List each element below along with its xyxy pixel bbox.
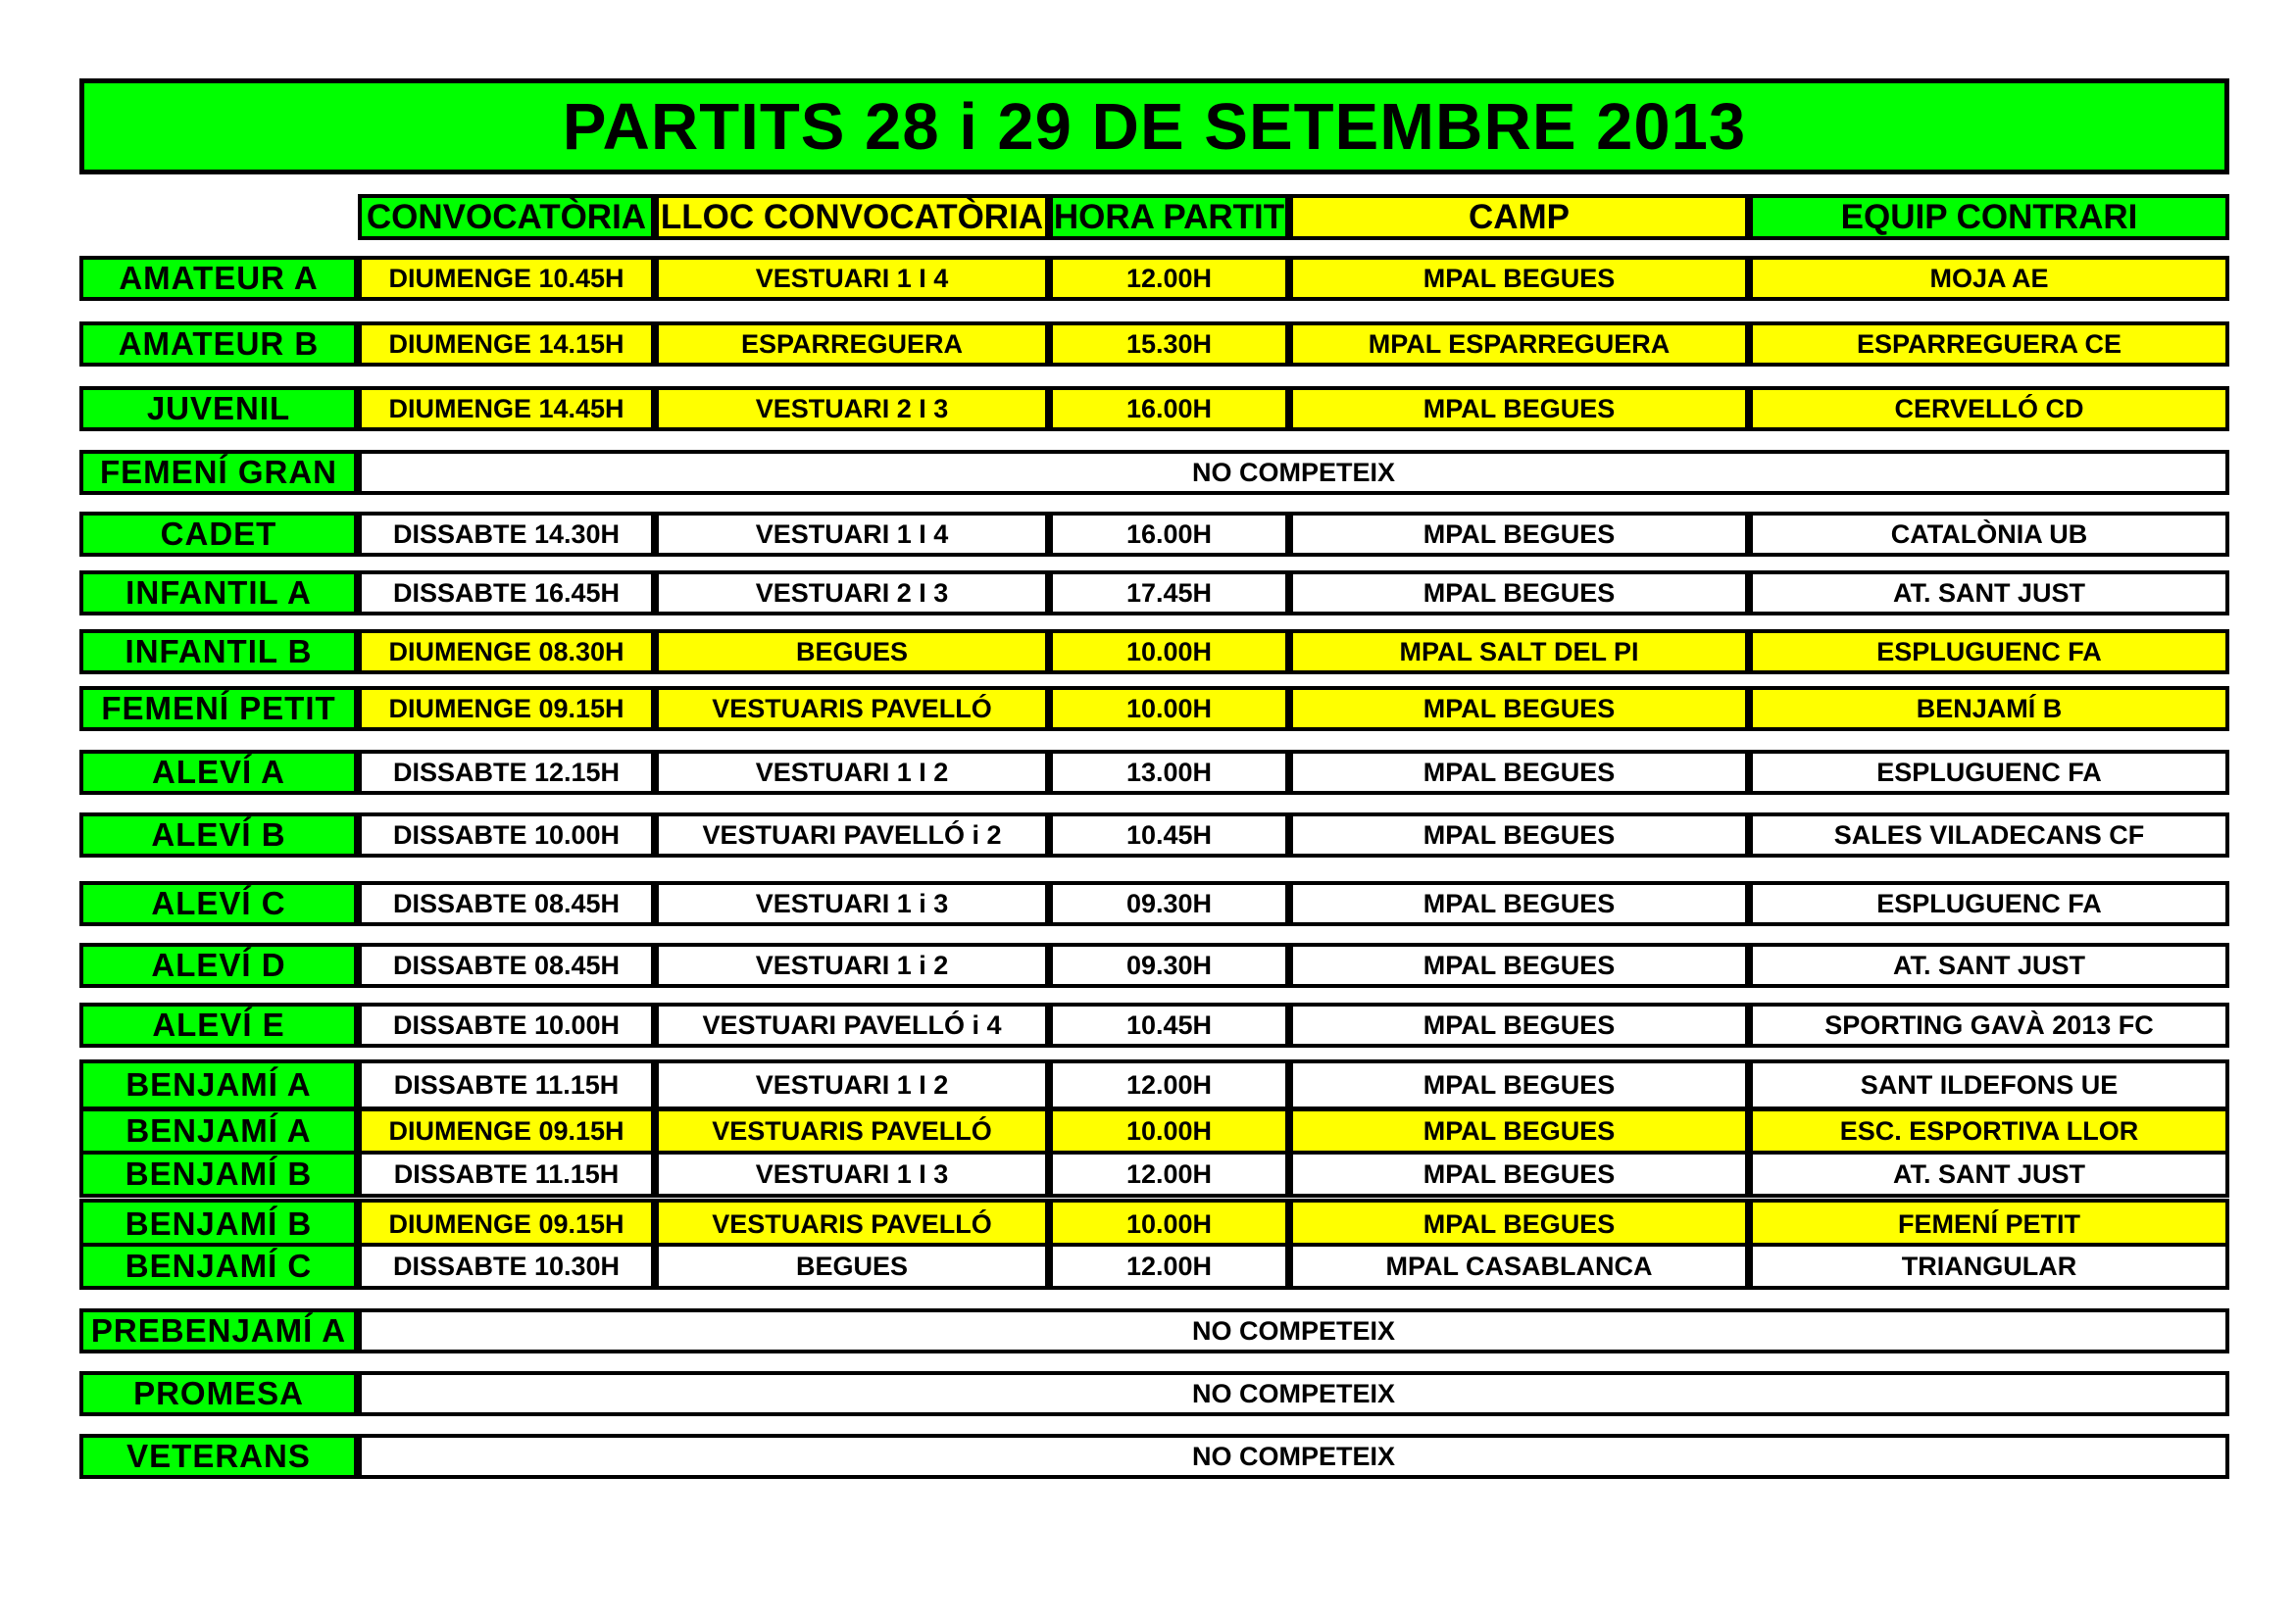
cell-camp: MPAL BEGUES xyxy=(1289,1151,1749,1198)
cell-camp: MPAL BEGUES xyxy=(1289,750,1749,795)
cell-equip-contrari: ESPARREGUERA CE xyxy=(1749,321,2229,367)
cell-convocatoria: DISSABTE 14.30H xyxy=(358,512,655,557)
column-header-camp: CAMP xyxy=(1289,194,1749,240)
team-label: VETERANS xyxy=(79,1434,358,1479)
team-label: ALEVÍ C xyxy=(79,881,358,926)
cell-equip-contrari: SANT ILDEFONS UE xyxy=(1749,1059,2229,1110)
cell-convocatoria: DISSABTE 10.00H xyxy=(358,1003,655,1048)
cell-convocatoria: DISSABTE 11.15H xyxy=(358,1151,655,1198)
cell-camp: MPAL SALT DEL PI xyxy=(1289,629,1749,674)
cell-camp: MPAL BEGUES xyxy=(1289,812,1749,858)
cell-hora-partit: 13.00H xyxy=(1049,750,1289,795)
cell-convocatoria: DIUMENGE 09.15H xyxy=(358,1199,655,1250)
cell-hora-partit: 10.00H xyxy=(1049,629,1289,674)
cell-equip-contrari: BENJAMÍ B xyxy=(1749,686,2229,731)
cell-convocatoria: DISSABTE 08.45H xyxy=(358,943,655,988)
no-compete-note: NO COMPETEIX xyxy=(358,1308,2229,1353)
cell-camp: MPAL BEGUES xyxy=(1289,881,1749,926)
column-header-convocatoria: CONVOCATÒRIA xyxy=(358,194,655,240)
cell-lloc-convocatoria: VESTUARI PAVELLÓ i 2 xyxy=(655,812,1049,858)
cell-equip-contrari: CERVELLÓ CD xyxy=(1749,386,2229,431)
cell-hora-partit: 10.00H xyxy=(1049,1199,1289,1250)
cell-equip-contrari: AT. SANT JUST xyxy=(1749,570,2229,615)
team-label: ALEVÍ B xyxy=(79,812,358,858)
team-label: BENJAMÍ C xyxy=(79,1243,358,1290)
cell-convocatoria: DIUMENGE 14.15H xyxy=(358,321,655,367)
cell-convocatoria: DISSABTE 11.15H xyxy=(358,1059,655,1110)
team-label: BENJAMÍ B xyxy=(79,1199,358,1250)
team-label: BENJAMÍ B xyxy=(79,1151,358,1198)
cell-lloc-convocatoria: ESPARREGUERA xyxy=(655,321,1049,367)
team-label: FEMENÍ PETIT xyxy=(79,686,358,731)
team-label: PREBENJAMÍ A xyxy=(79,1308,358,1353)
cell-equip-contrari: ESPLUGUENC FA xyxy=(1749,881,2229,926)
no-compete-note: NO COMPETEIX xyxy=(358,450,2229,495)
cell-camp: MPAL BEGUES xyxy=(1289,256,1749,301)
page-title: PARTITS 28 i 29 DE SETEMBRE 2013 xyxy=(79,78,2229,174)
cell-lloc-convocatoria: VESTUARIS PAVELLÓ xyxy=(655,1199,1049,1250)
cell-lloc-convocatoria: VESTUARI 1 i 3 xyxy=(655,881,1049,926)
cell-convocatoria: DIUMENGE 09.15H xyxy=(358,686,655,731)
cell-equip-contrari: FEMENÍ PETIT xyxy=(1749,1199,2229,1250)
cell-lloc-convocatoria: BEGUES xyxy=(655,1243,1049,1290)
team-label: PROMESA xyxy=(79,1371,358,1416)
cell-lloc-convocatoria: VESTUARI PAVELLÓ i 4 xyxy=(655,1003,1049,1048)
cell-camp: MPAL BEGUES xyxy=(1289,1003,1749,1048)
cell-lloc-convocatoria: BEGUES xyxy=(655,629,1049,674)
team-label: INFANTIL B xyxy=(79,629,358,674)
cell-convocatoria: DIUMENGE 10.45H xyxy=(358,256,655,301)
team-label: ALEVÍ A xyxy=(79,750,358,795)
column-header-equip-contrari: EQUIP CONTRARI xyxy=(1749,194,2229,240)
cell-equip-contrari: ESC. ESPORTIVA LLOR xyxy=(1749,1107,2229,1155)
cell-camp: MPAL ESPARREGUERA xyxy=(1289,321,1749,367)
team-label: BENJAMÍ A xyxy=(79,1107,358,1155)
column-header-lloc-convocatoria: LLOC CONVOCATÒRIA xyxy=(655,194,1049,240)
cell-lloc-convocatoria: VESTUARIS PAVELLÓ xyxy=(655,1107,1049,1155)
cell-convocatoria: DIUMENGE 09.15H xyxy=(358,1107,655,1155)
cell-equip-contrari: TRIANGULAR xyxy=(1749,1243,2229,1290)
cell-camp: MPAL BEGUES xyxy=(1289,943,1749,988)
cell-camp: MPAL BEGUES xyxy=(1289,1107,1749,1155)
cell-camp: MPAL BEGUES xyxy=(1289,686,1749,731)
cell-convocatoria: DISSABTE 10.30H xyxy=(358,1243,655,1290)
team-label: FEMENÍ GRAN xyxy=(79,450,358,495)
cell-lloc-convocatoria: VESTUARI 1 I 4 xyxy=(655,512,1049,557)
no-compete-note: NO COMPETEIX xyxy=(358,1371,2229,1416)
cell-convocatoria: DIUMENGE 14.45H xyxy=(358,386,655,431)
team-label: ALEVÍ D xyxy=(79,943,358,988)
cell-equip-contrari: SALES VILADECANS CF xyxy=(1749,812,2229,858)
cell-lloc-convocatoria: VESTUARI 1 I 2 xyxy=(655,750,1049,795)
cell-hora-partit: 09.30H xyxy=(1049,943,1289,988)
cell-convocatoria: DISSABTE 10.00H xyxy=(358,812,655,858)
cell-lloc-convocatoria: VESTUARI 1 I 2 xyxy=(655,1059,1049,1110)
cell-equip-contrari: ESPLUGUENC FA xyxy=(1749,629,2229,674)
cell-convocatoria: DIUMENGE 08.30H xyxy=(358,629,655,674)
cell-lloc-convocatoria: VESTUARI 2 I 3 xyxy=(655,570,1049,615)
column-header-hora-partit: HORA PARTIT xyxy=(1049,194,1289,240)
cell-hora-partit: 16.00H xyxy=(1049,386,1289,431)
cell-camp: MPAL BEGUES xyxy=(1289,386,1749,431)
cell-equip-contrari: AT. SANT JUST xyxy=(1749,943,2229,988)
cell-convocatoria: DISSABTE 16.45H xyxy=(358,570,655,615)
cell-convocatoria: DISSABTE 12.15H xyxy=(358,750,655,795)
team-label: AMATEUR A xyxy=(79,256,358,301)
cell-hora-partit: 10.00H xyxy=(1049,686,1289,731)
no-compete-note: NO COMPETEIX xyxy=(358,1434,2229,1479)
cell-lloc-convocatoria: VESTUARI 1 I 4 xyxy=(655,256,1049,301)
cell-equip-contrari: AT. SANT JUST xyxy=(1749,1151,2229,1198)
team-label: JUVENIL xyxy=(79,386,358,431)
cell-hora-partit: 15.30H xyxy=(1049,321,1289,367)
cell-lloc-convocatoria: VESTUARIS PAVELLÓ xyxy=(655,686,1049,731)
cell-lloc-convocatoria: VESTUARI 1 I 3 xyxy=(655,1151,1049,1198)
cell-hora-partit: 09.30H xyxy=(1049,881,1289,926)
cell-hora-partit: 12.00H xyxy=(1049,256,1289,301)
cell-hora-partit: 10.45H xyxy=(1049,1003,1289,1048)
team-label: CADET xyxy=(79,512,358,557)
cell-hora-partit: 17.45H xyxy=(1049,570,1289,615)
cell-camp: MPAL BEGUES xyxy=(1289,570,1749,615)
cell-hora-partit: 10.00H xyxy=(1049,1107,1289,1155)
cell-hora-partit: 10.45H xyxy=(1049,812,1289,858)
cell-hora-partit: 16.00H xyxy=(1049,512,1289,557)
cell-hora-partit: 12.00H xyxy=(1049,1059,1289,1110)
cell-camp: MPAL BEGUES xyxy=(1289,512,1749,557)
cell-equip-contrari: CATALÒNIA UB xyxy=(1749,512,2229,557)
team-label: INFANTIL A xyxy=(79,570,358,615)
cell-camp: MPAL CASABLANCA xyxy=(1289,1243,1749,1290)
cell-hora-partit: 12.00H xyxy=(1049,1151,1289,1198)
cell-camp: MPAL BEGUES xyxy=(1289,1199,1749,1250)
cell-camp: MPAL BEGUES xyxy=(1289,1059,1749,1110)
team-label: BENJAMÍ A xyxy=(79,1059,358,1110)
cell-equip-contrari: ESPLUGUENC FA xyxy=(1749,750,2229,795)
cell-hora-partit: 12.00H xyxy=(1049,1243,1289,1290)
team-label: ALEVÍ E xyxy=(79,1003,358,1048)
cell-lloc-convocatoria: VESTUARI 1 i 2 xyxy=(655,943,1049,988)
cell-equip-contrari: MOJA AE xyxy=(1749,256,2229,301)
cell-equip-contrari: SPORTING GAVÀ 2013 FC xyxy=(1749,1003,2229,1048)
team-label: AMATEUR B xyxy=(79,321,358,367)
cell-convocatoria: DISSABTE 08.45H xyxy=(358,881,655,926)
cell-lloc-convocatoria: VESTUARI 2 I 3 xyxy=(655,386,1049,431)
